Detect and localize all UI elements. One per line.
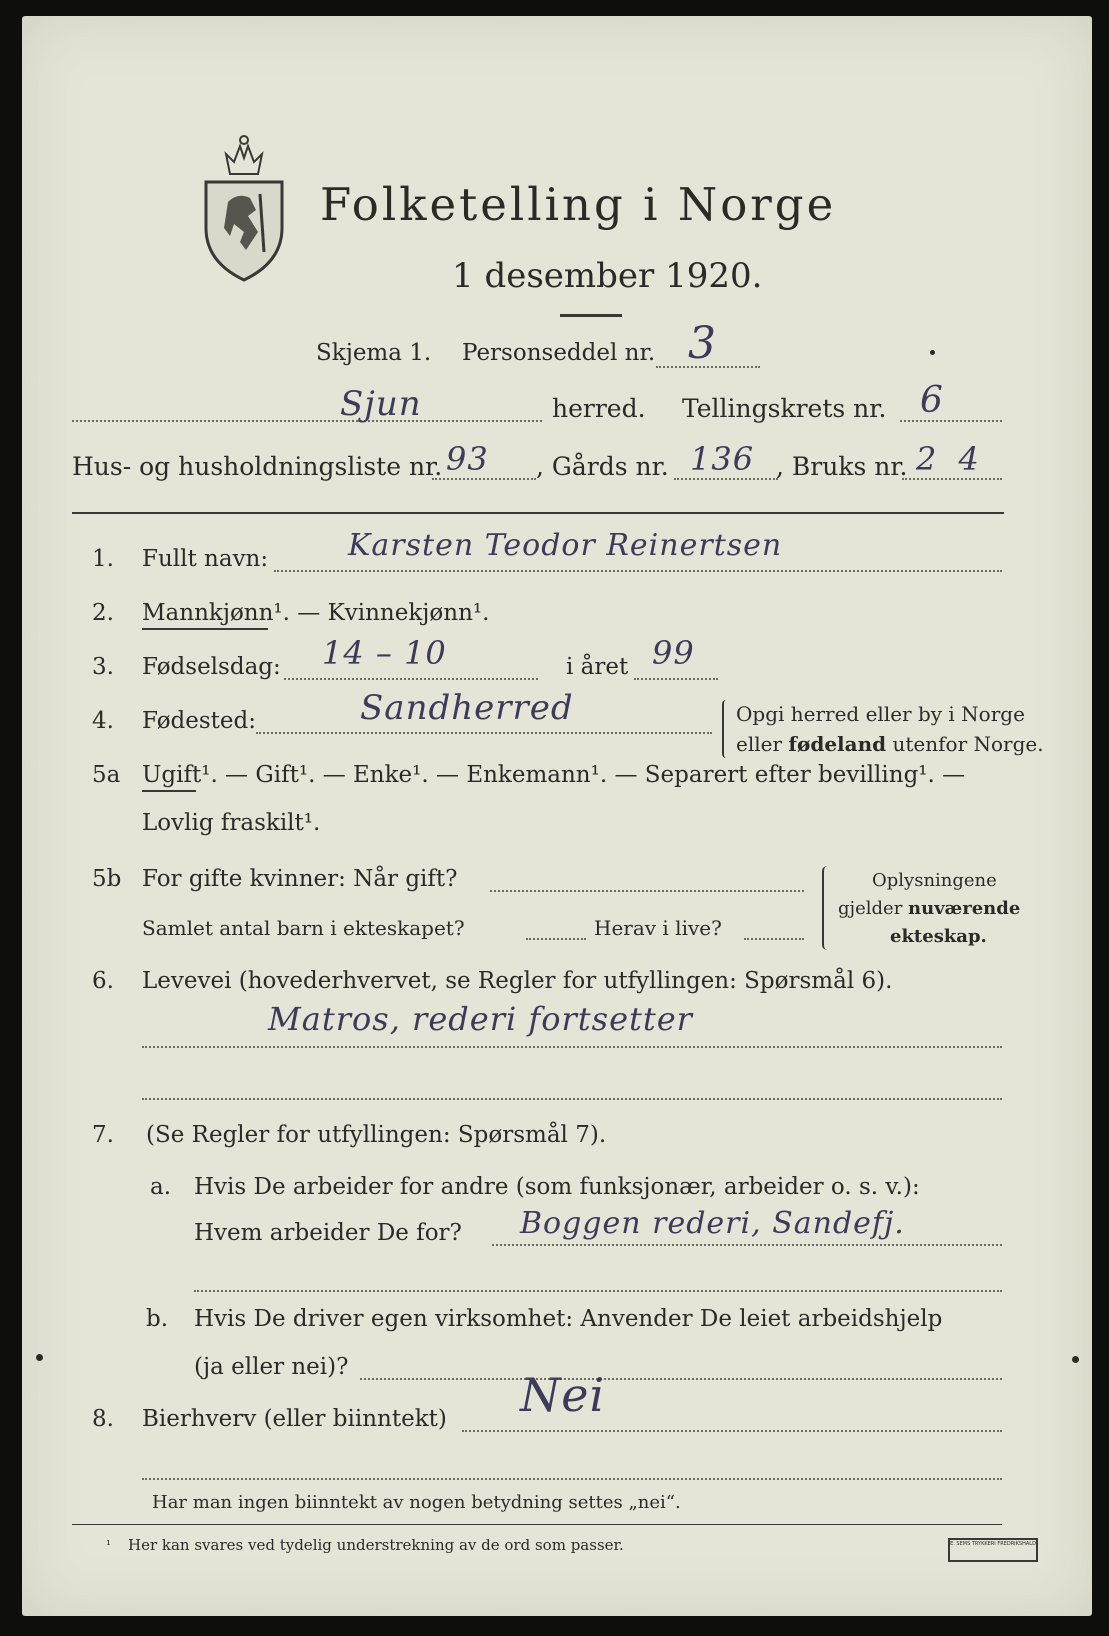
q7a-label: Hvis De arbeider for andre (som funksjonær, arbeider o. s. v.):	[194, 1174, 920, 1200]
employer-value: Boggen rederi, Sandefj.	[520, 1206, 905, 1241]
q5b-label: For gifte kvinner: Når gift?	[142, 866, 458, 892]
q8-label: Bierhverv (eller biinntekt)	[142, 1406, 447, 1432]
hired-help-field[interactable]	[360, 1378, 1002, 1380]
occupation-value: Matros, rederi fortsetter	[268, 1000, 693, 1038]
children-total-label: Samlet antal barn i ekteskapet?	[142, 916, 465, 940]
q7-number: 7.	[92, 1122, 114, 1148]
marriage-note-brace	[822, 866, 832, 950]
occupation-field[interactable]	[142, 1046, 1002, 1048]
norwegian-coat-of-arms-icon	[200, 132, 288, 282]
birthplace-note-line2	[736, 732, 1044, 756]
stray-mark	[930, 350, 935, 355]
q5a-number: 5a	[92, 762, 121, 788]
personseddel-value: 3	[688, 318, 717, 369]
side-income-instruction: Har man ingen biinntekt av nogen betydning settes „nei“.	[152, 1492, 681, 1513]
birthplace-note-line1: Opgi herred eller by i Norge	[736, 702, 1025, 726]
birthplace-field[interactable]	[256, 732, 712, 734]
bruks-value: 2 4	[916, 440, 985, 478]
herred-value: Sjun	[340, 384, 422, 424]
title-divider	[560, 314, 622, 317]
full-name-field[interactable]	[274, 570, 1002, 572]
footnote-mark: ¹	[106, 1538, 111, 1552]
margin-mark-right	[1072, 1356, 1079, 1363]
footnote-divider	[72, 1524, 1002, 1525]
employer-field[interactable]	[492, 1244, 1002, 1246]
q7b-label2: (ja eller nei)?	[194, 1354, 349, 1380]
q3-label: Fødselsdag:	[142, 654, 281, 680]
birthplace-note-fodeland: fødeland	[788, 732, 887, 756]
skjema-label: Skjema 1.	[316, 340, 432, 366]
birthdate-value: 14 – 10	[322, 634, 447, 672]
gards-value: 136	[690, 440, 755, 478]
marital-status-options[interactable]: Ugift¹. — Gift¹. — Enke¹. — Enkemann¹. — Separert efter bevilling¹. —	[142, 762, 966, 788]
tellingskrets-label: Tellingskrets nr.	[682, 394, 887, 423]
husholdningsliste-label: Hus- og husholdningsliste nr.	[72, 452, 443, 481]
marriage-note-line2	[838, 898, 1020, 919]
birth-year-label: i året	[566, 654, 629, 680]
marriage-note-gjelder: gjelder	[838, 898, 903, 919]
census-date: 1 desember 1920.	[452, 256, 763, 296]
married-date-field[interactable]	[490, 890, 804, 892]
children-total-field[interactable]	[526, 938, 586, 940]
husholdningsliste-value: 93	[446, 440, 489, 478]
q7a-number: a.	[150, 1174, 172, 1200]
q1-number: 1.	[92, 546, 114, 572]
tellingskrets-field[interactable]	[900, 420, 1002, 422]
marriage-note-nuvarende: nuværende	[908, 898, 1021, 919]
form-title: Folketelling i Norge	[320, 178, 837, 231]
personseddel-label: Personseddel nr.	[462, 340, 656, 366]
q7b-number: b.	[146, 1306, 169, 1332]
marriage-note-line1: Oplysningene	[872, 870, 997, 891]
q7a-label2: Hvem arbeider De for?	[194, 1220, 462, 1246]
gards-field[interactable]	[674, 478, 778, 480]
q8-number: 8.	[92, 1406, 114, 1432]
bruks-field[interactable]	[902, 478, 1002, 480]
marriage-note-line3: ekteskap.	[890, 926, 987, 947]
q1-label: Fullt navn:	[142, 546, 269, 572]
header-divider	[72, 512, 1004, 514]
bruks-label: , Bruks nr.	[776, 452, 908, 481]
side-income-value: Nei	[520, 1368, 606, 1422]
q4-label: Fødested:	[142, 708, 257, 734]
tellingskrets-value: 6	[920, 380, 944, 421]
husholdningsliste-field[interactable]	[432, 478, 536, 480]
q3-number: 3.	[92, 654, 114, 680]
printer-stamp: E. SEMS TRYKKERI FREDRIKSHALD	[948, 1538, 1038, 1562]
gards-label: , Gårds nr.	[536, 452, 669, 481]
employer-field-line2[interactable]	[194, 1290, 1002, 1292]
q7-label: (Se Regler for utfyllingen: Spørsmål 7).	[146, 1122, 607, 1148]
children-alive-label: Herav i live?	[594, 916, 722, 940]
q4-number: 4.	[92, 708, 114, 734]
q6-label: Levevei (hovederhvervet, se Regler for utfyllingen: Spørsmål 6).	[142, 968, 893, 994]
birth-year-value: 99	[652, 634, 695, 672]
children-alive-field[interactable]	[744, 938, 804, 940]
birthplace-note-eller: eller	[736, 732, 783, 756]
birth-year-field[interactable]	[634, 678, 718, 680]
mannkjonn-underline	[142, 628, 268, 630]
birthplace-note-brace	[722, 700, 730, 758]
q2-number: 2.	[92, 600, 114, 626]
footnote-text: Her kan svares ved tydelig understrekning av de ord som passer.	[128, 1536, 624, 1554]
q7b-label: Hvis De driver egen virksomhet: Anvender De leiet arbeidshjelp	[194, 1306, 943, 1332]
ugift-underline	[142, 790, 196, 792]
marital-status-options-cont[interactable]: Lovlig fraskilt¹.	[142, 810, 321, 836]
margin-mark-left	[36, 1354, 43, 1361]
gender-options[interactable]: Mannkjønn¹. — Kvinnekjønn¹.	[142, 600, 490, 626]
q6-number: 6.	[92, 968, 114, 994]
birthplace-value: Sandherred	[360, 688, 574, 728]
herred-field[interactable]	[72, 420, 542, 422]
side-income-field[interactable]	[462, 1430, 1002, 1432]
occupation-field-line2[interactable]	[142, 1098, 1002, 1100]
herred-label: herred.	[552, 394, 646, 423]
side-income-field-line2[interactable]	[142, 1478, 1002, 1480]
full-name-value: Karsten Teodor Reinertsen	[348, 528, 783, 563]
birthdate-field[interactable]	[284, 678, 538, 680]
q5b-number: 5b	[92, 866, 122, 892]
birthplace-note-utenfor: utenfor Norge.	[892, 732, 1044, 756]
